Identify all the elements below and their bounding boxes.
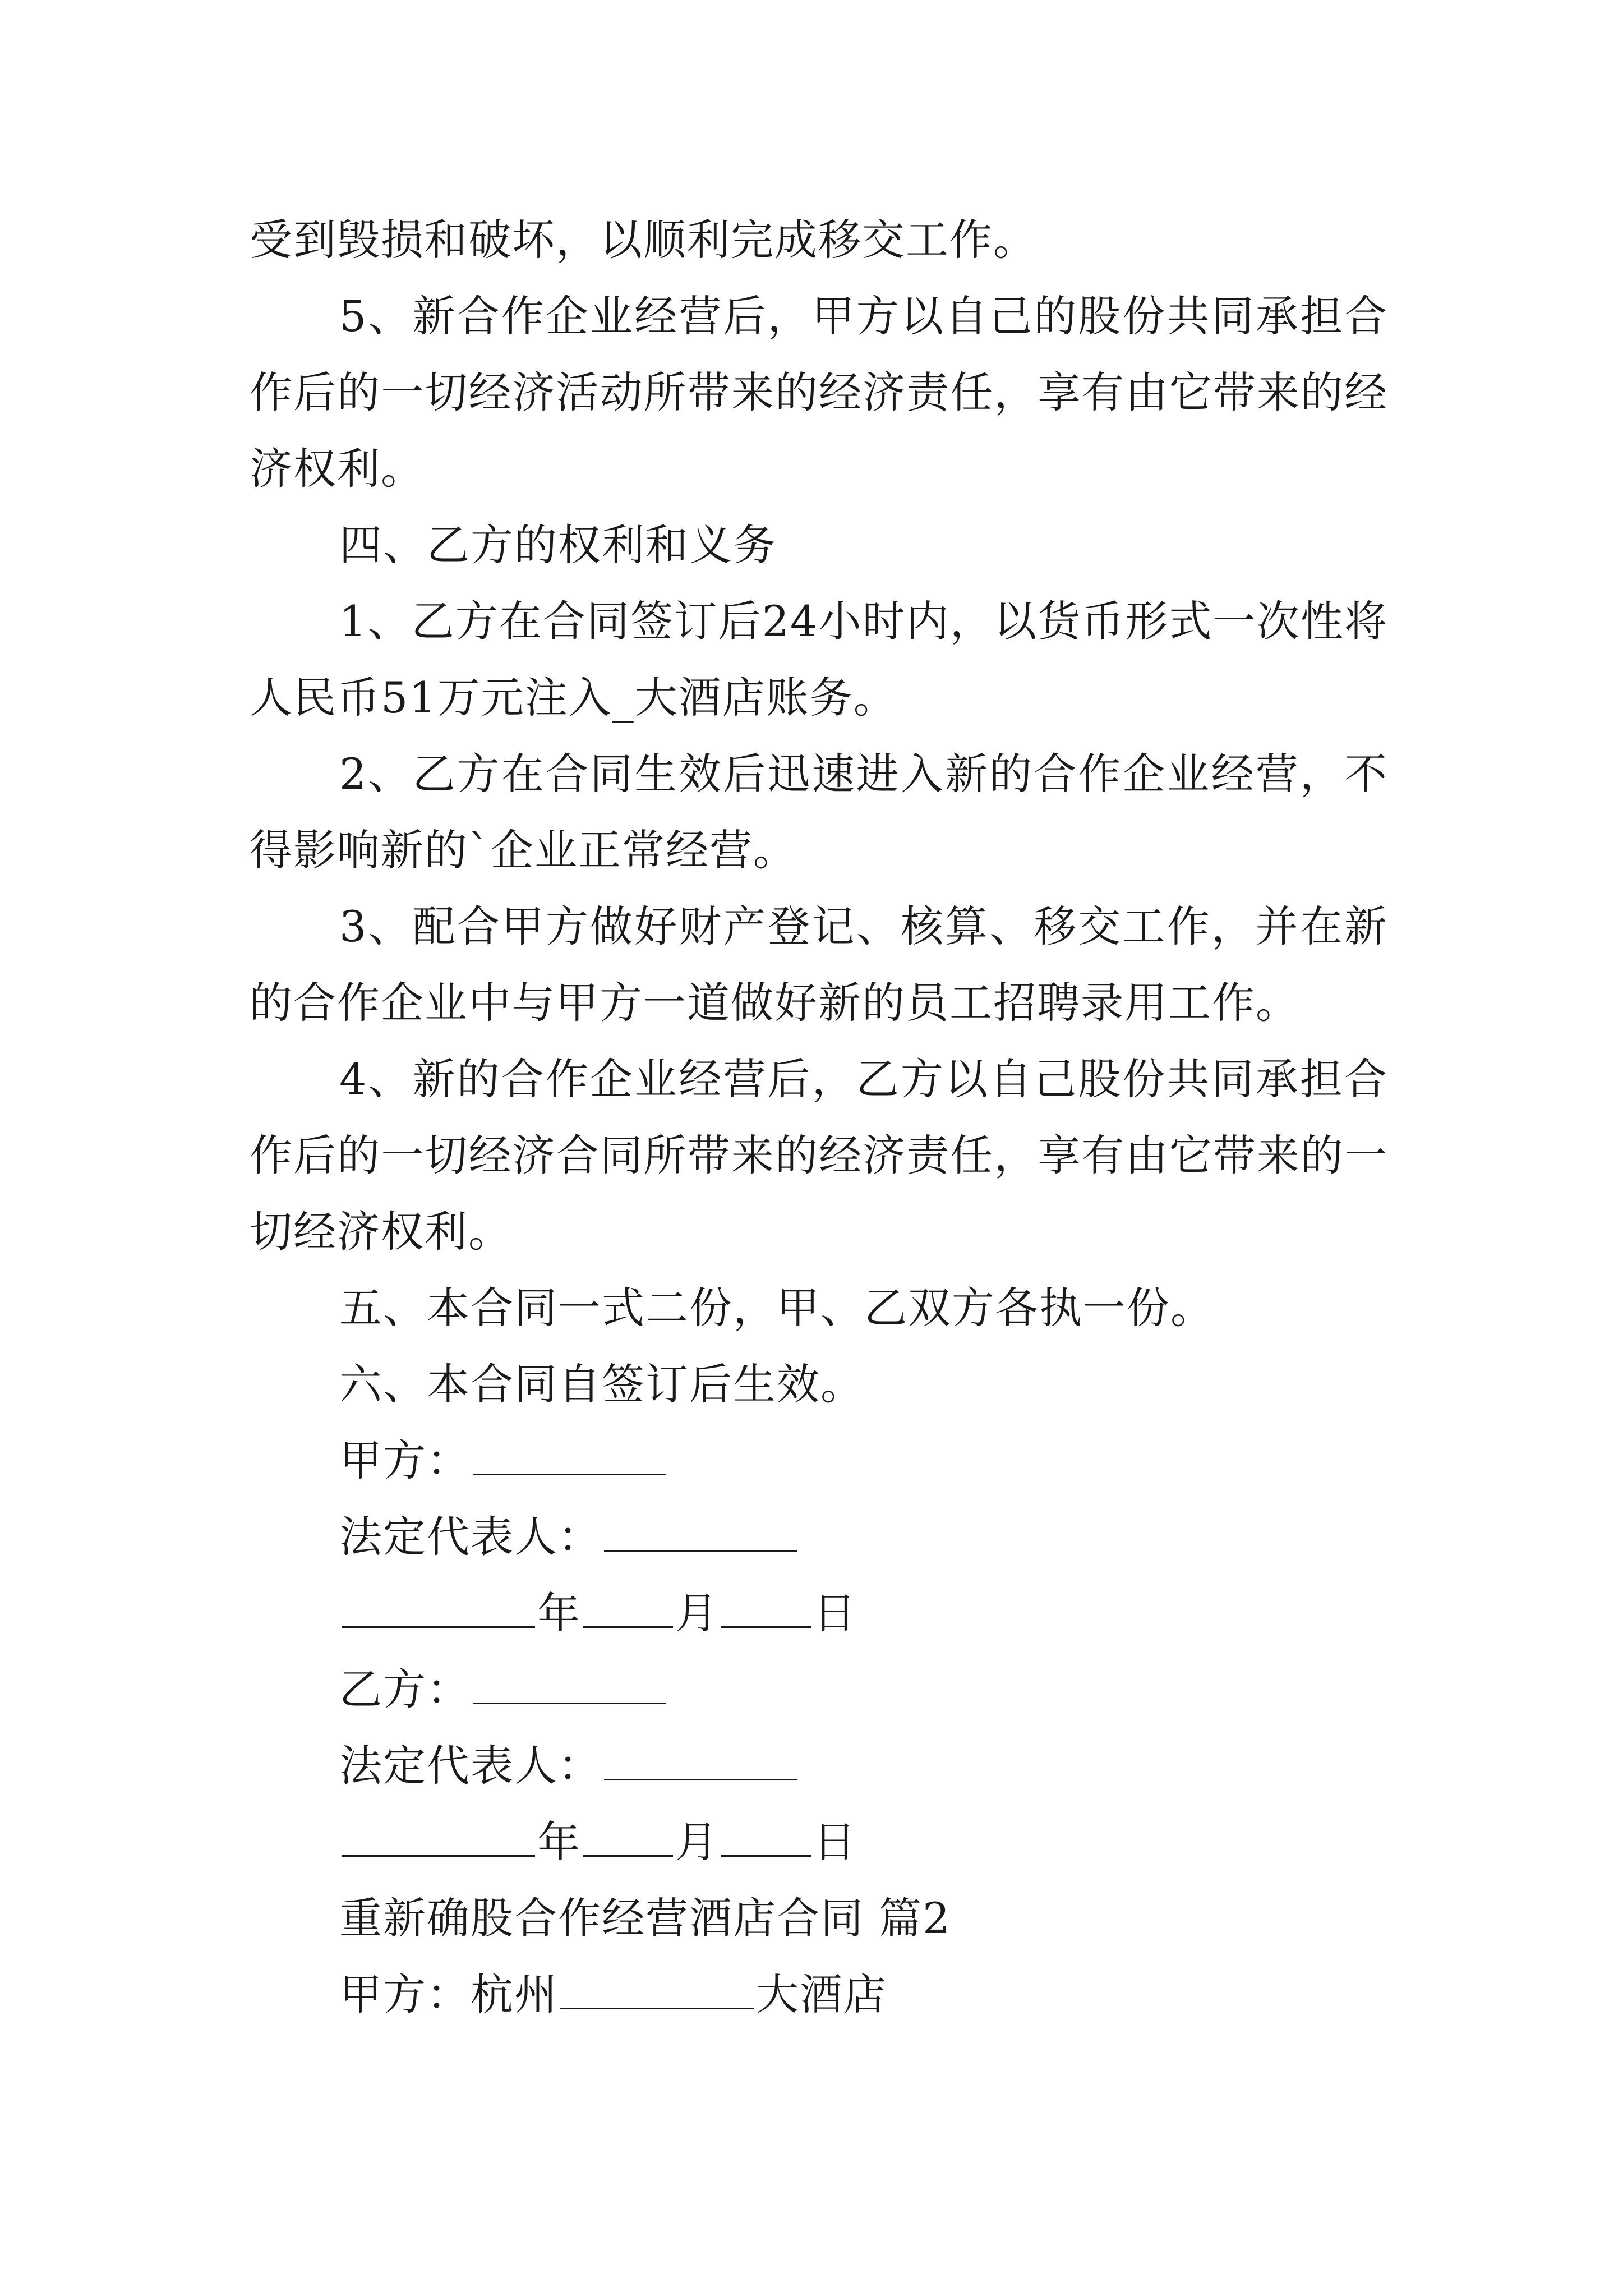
paragraph-continuation: 受到毁损和破坏，以顺利完成移交工作。 (250, 215, 1037, 265)
section-2-party-a-suffix: 大酒店 (756, 1970, 887, 2019)
year-label: 年 (537, 1588, 581, 1638)
party-b-blank (473, 1663, 666, 1704)
paragraph-clause-3-5: 5、新合作企业经营后，甲方以自己的股份共同承担合作后的一切经济活动所带来的经济责任，享有由它带来的经济权利。 (250, 291, 1388, 494)
party-a-rep-blank (604, 1511, 797, 1552)
paragraph-clause-4-1: 1、乙方在合同签订后24小时内，以货币形式一次性将人民币51万元注入_大酒店账务。 (250, 596, 1388, 723)
day-label: 日 (813, 1588, 857, 1638)
party-b-rep-line (250, 1728, 1388, 1804)
section-2-party-a-line (250, 1957, 1388, 2033)
section-2-party-a-prefix: 甲方：杭州 (339, 1970, 558, 2019)
party-a-date-line (250, 1575, 1388, 1651)
section-heading-4: 四、乙方的权利和义务 (339, 520, 777, 570)
month-label: 月 (675, 1817, 719, 1867)
party-b-day-blank (721, 1816, 811, 1857)
section-heading-6: 六、本合同自签订后生效。 (339, 1359, 864, 1409)
party-b-year-blank (342, 1816, 535, 1857)
day-label: 日 (813, 1817, 857, 1867)
party-b-label: 乙方： (339, 1664, 471, 1714)
month-label: 月 (675, 1588, 719, 1638)
paragraph-clause-4-2: 2、乙方在合同生效后迅速进入新的合作企业经营，不得影响新的`企业正常经营。 (250, 749, 1388, 875)
party-b-rep-blank (604, 1740, 797, 1780)
party-a-blank (473, 1434, 666, 1475)
party-a-rep-line (250, 1499, 1388, 1575)
signature-block-a (250, 1423, 1388, 1651)
party-b-date-line (250, 1804, 1388, 1880)
party-b-rep-label: 法定代表人： (339, 1741, 602, 1791)
document-body (250, 202, 1388, 2033)
party-a-day-blank (721, 1587, 811, 1628)
section-2-title: 重新确股合作经营酒店合同 篇2 (339, 1893, 951, 1943)
paragraph-clause-4-4: 4、新的合作企业经营后，乙方以自己股份共同承担合作后的一切经济合同所带来的经济责任，享有由它带来的一切经济权利。 (250, 1054, 1388, 1257)
section-2-party-a-blank (560, 1968, 754, 2009)
paragraph-clause-4-3: 3、配合甲方做好财产登记、核算、移交工作，并在新的合作企业中与甲方一道做好新的员工招聘录用工作。 (250, 901, 1388, 1028)
section-heading-5: 五、本合同一式二份，甲、乙双方各执一份。 (339, 1283, 1214, 1333)
party-a-label: 甲方： (339, 1435, 471, 1485)
party-b-line (250, 1651, 1388, 1728)
party-a-rep-label: 法定代表人： (339, 1512, 602, 1562)
party-b-month-blank (583, 1816, 673, 1857)
party-a-line (250, 1423, 1388, 1499)
year-label: 年 (537, 1817, 581, 1867)
signature-block-b (250, 1651, 1388, 1880)
party-a-month-blank (583, 1587, 673, 1628)
party-a-year-blank (342, 1587, 535, 1628)
